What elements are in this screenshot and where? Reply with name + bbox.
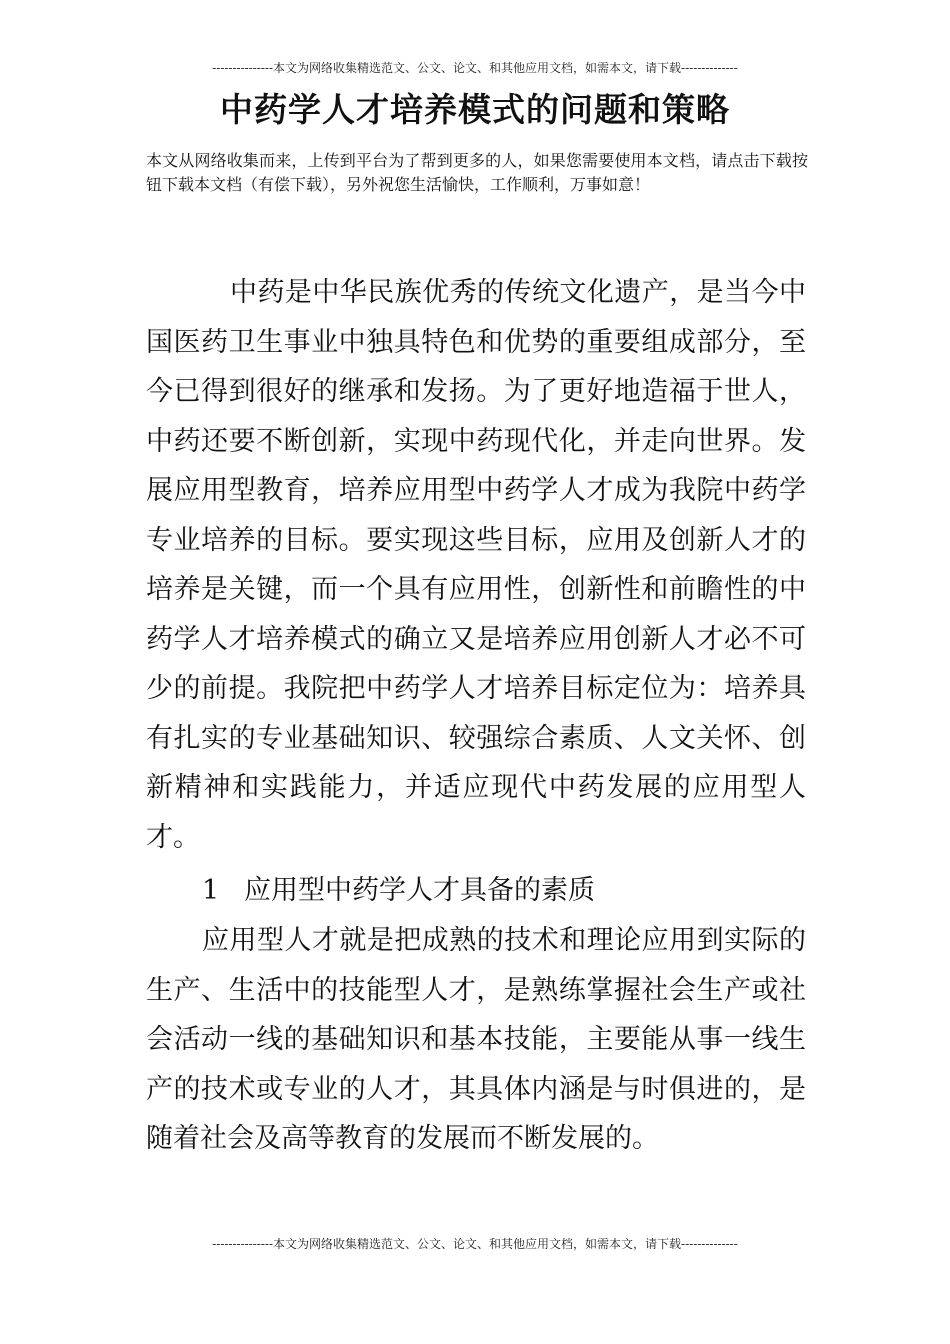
document-title: 中药学人才培养模式的问题和策略: [220, 90, 730, 129]
section-heading-1: [202, 866, 595, 916]
footer-banner: ---------------本文为网络收集精选范文、公文、论文、和其他应用文档，如需本文，请下载--------------: [212, 1237, 738, 1251]
intro-note: 本文从网络收集而来，上传到平台为了帮到更多的人，如果您需要使用本文档，请点击下载按钮下载本文档（有偿下载），另外祝您生活愉快，工作顺利，万事如意！: [146, 151, 808, 194]
body-paragraph-2: 应用型人才就是把成熟的技术和理论应用到实际的生产、生活中的技能型人才，是熟练掌握社会生产或社会活动一线的基础知识和基本技能，主要能从事一线生产的技术或专业的人才，其具体内涵是与时俱进的，是随着社会及高等教育的发展而不断发展的。: [146, 925, 806, 1154]
header-banner: ---------------本文为网络收集精选范文、公文、论文、和其他应用文档，如需本文，请下载--------------: [212, 61, 738, 75]
section-title: 应用型中药学人才具备的素质: [244, 875, 595, 906]
section-number: 1: [202, 875, 220, 906]
body-paragraph-1: 中药是中华民族优秀的传统文化遗产，是当今中国医药卫生事业中独具特色和优势的重要组成部分，至今已得到很好的继承和发扬。为了更好地造福于世人，中药还要不断创新，实现中药现代化，并走向世界。发展应用型教育，培养应用型中药学人才成为我院中药学专业培养的目标。要实现这些目标，应用及创新人才的培养是关键，而一个具有应用性，创新性和前瞻性的中药学人才培养模式的确立又是培养应用创新人才必不可少的前提。我院把中药学人才培养目标定位为：培养具有扎实的专业基础知识、较强综合素质、人文关怀、创新精神和实践能力，并适应现代中药发展的应用型人才。: [146, 277, 806, 853]
